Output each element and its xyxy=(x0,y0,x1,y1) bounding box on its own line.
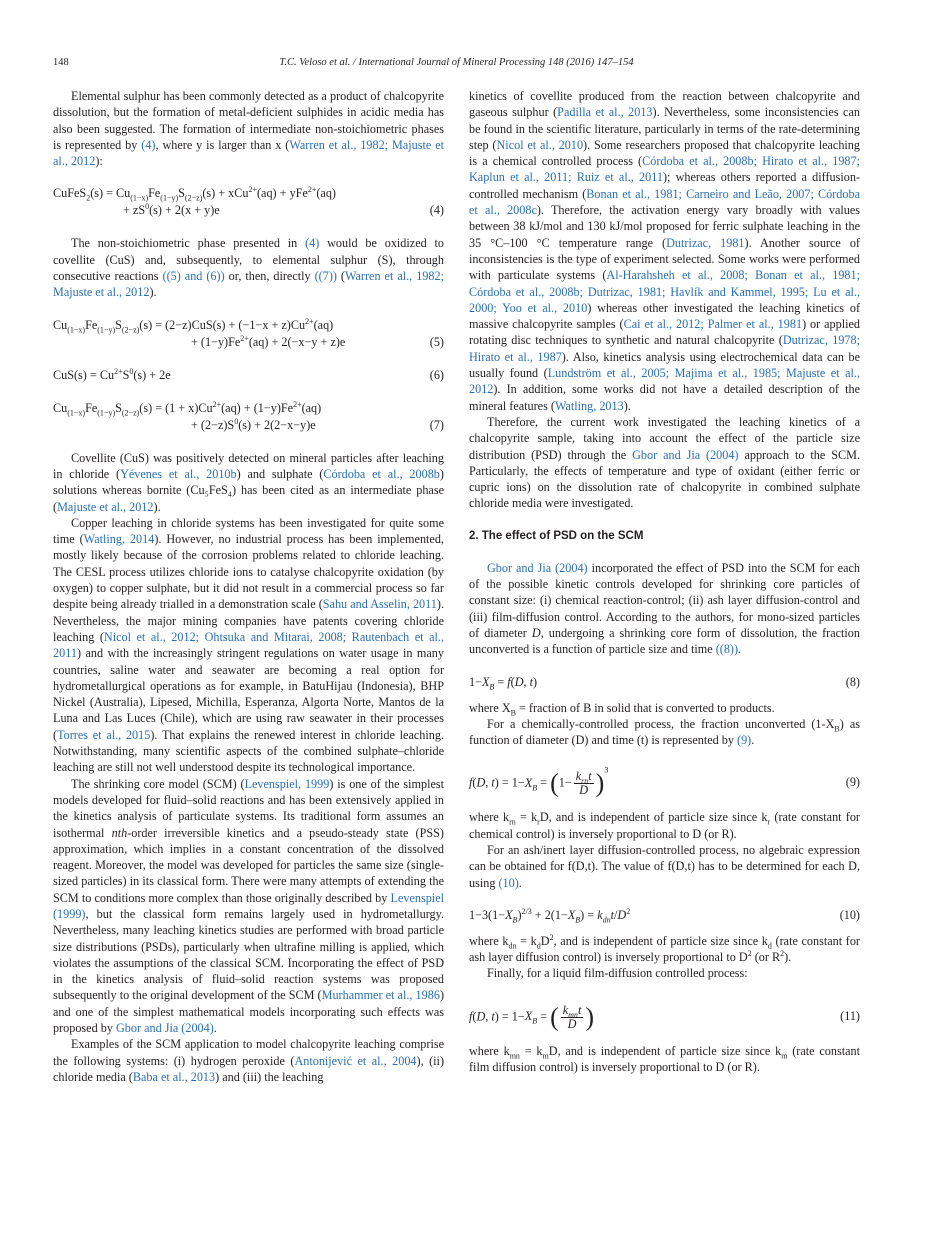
equation-9: f(D, $t) = 1-X_B = (1-$ $\frac{k_{rn}t}{D}$ )$^3$ (9) xyxy=(469,765,860,798)
equation-number: (7) xyxy=(429,417,444,432)
equation-link[interactable]: ((7)) xyxy=(314,269,337,284)
citation-link[interactable]: Torres et al., 2015 xyxy=(57,727,151,742)
citation-link[interactable]: Padilla et al., 2013 xyxy=(557,105,653,120)
citation-link[interactable]: Levenspiel (1999) xyxy=(53,890,444,921)
paragraph: For an ash/inert layer diffusion-controlled process, no algebraic expression can be obtained for f(D,t). The value of f(D,t) has to be determined for each D, using (10). xyxy=(469,842,860,890)
equation-number: (4) xyxy=(429,203,444,218)
equation-4: CuFeS$_2$(s) = $Cu_{(1-x)}Fe_{(1-y)}S_{(2-z)}(s) + xCu^{2+}(aq) + yFe^{2+}(aq)$ + $zS^0(s) + 2(x + y)e$ (4) xyxy=(53,185,444,218)
paragraph: For a chemically-controlled process, the fraction unconverted $(1-X_B)$ as function of diameter (D) and time (t) is represented by (9). xyxy=(469,716,860,748)
equation-11: f(D, $t) = 1-X_B$ = ( $\frac{k_{mn}t}{D}$ ) (11) xyxy=(469,1002,860,1032)
citation-link[interactable]: Gbor and Jia (2004) xyxy=(487,560,588,575)
equation-number: (6) xyxy=(429,367,444,382)
paragraph: where $X_B$ = fraction of B in solid that is converted to products. xyxy=(469,700,775,717)
citation-link[interactable]: Nicol et al., 2012; Ohtsuka and Mitarai, 2008; Rautenbach et al., 2011 xyxy=(53,629,444,661)
equation-link[interactable]: ((8)) xyxy=(715,642,739,657)
equation-number: (8) xyxy=(845,674,860,689)
equation-number: (5) xyxy=(429,334,444,349)
paragraph: Finally, for a liquid film-diffusion controlled process: xyxy=(487,966,748,981)
citation-link[interactable]: Warren et al., 1982; Majuste et al., 2012 xyxy=(53,269,444,300)
citation-link[interactable]: Watling, 2013 xyxy=(554,398,624,413)
paragraph: where $k_{dn} = k_dD^2$, and is independent of particle size since $k_d$ (rate constant for ash layer diffusion control) is inversely proportional to $D^2$ (or $R^2$). xyxy=(469,932,860,965)
citation-link[interactable]: Bonan et al., 1981; Carneiro and Leão, 2007; Córdoba et al., 2008c xyxy=(469,186,860,218)
paragraph: where $k_{mn} = k_mD$, and is independent of particle size since $k_m$ (rate constant film diffusion control) is inversely proportional to D (or R). xyxy=(469,1043,861,1075)
citation-link[interactable]: Murhammer et al., 1986 xyxy=(321,988,440,1003)
citation-link[interactable]: Levenspiel, 1999 xyxy=(244,776,330,791)
section-title: 2. The effect of PSD on the SCM xyxy=(469,529,644,542)
citation-link[interactable]: Cai et al., 2012; Palmer et al., 1981 xyxy=(623,317,803,332)
paragraph: Examples of the SCM application to model chalcopyrite leaching comprise the following systems: (i) hydrogen peroxide (Antonijević et al., 2004), (ii) chloride media (Baba et al., 2013) and (iii) the leaching xyxy=(53,1037,444,1084)
citation-link[interactable]: Gbor and Jia (2004) xyxy=(632,447,739,462)
citation-link[interactable]: Córdoba et al., 2008b; Hirato et al., 1987; Kaplun et al., 2011; Ruiz et al., 2011 xyxy=(469,154,860,185)
citation-link[interactable]: Antonijević et al., 2004 xyxy=(294,1053,417,1068)
paragraph: Gbor and Jia (2004) incorporated the effect of PSD into the SCM for each of the possible kinetic controls developed for shrinking core particles of constant size: (i) chemical reaction-control; (ii) ash layer diffusion-control and (iii) film-diffusion control. According to the authors, for mono-sized particles of diameter D, undergoing a shrinking core form of dissolution, the fraction unconverted is a function of particle size and time ((8)). xyxy=(469,560,860,657)
equation-number: (10) xyxy=(839,907,860,922)
equation-link[interactable]: (10) xyxy=(498,875,519,890)
citation-link[interactable]: Dutrizac, 1978; Hirato et al., 1987 xyxy=(469,333,860,364)
equation-8: $1-X_B = f(D$, t) (8) xyxy=(469,674,860,691)
paragraph: Copper leaching in chloride systems has been investigated for quite some time (Watling, 2014). However, no industrial process has been implemented, mostly likely because of the corrosion problems related to chloride leaching. The CESL process utilizes chloride ions to catalyse chalcopyrite oxidation (by oxygen) to copper sulphate, but it did not result in a commercial process so far despite being already trialled in a demonstration scale (Sahu and Asselin, 2011). Nevertheless, the major mining companies have patents covering chloride leaching (Nicol et al., 2012; Ohtsuka and Mitarai, 2008; Rautenbach et al., 2011) and with the increasingly stringent regulations on water usage in many countries, saline water and seawater are becoming a real option for hydrometallurgical operations as for example, in BatuHijau (Indonesia), BHP Nickel (Australia), Lipesed, Michilla, Esperanza, Algorta Norte, Mantos de la Luna and Las Luces (Chile), which are using raw seawater in their processes (Torres et al., 2015). That explains the renewed interest in chloride leaching. Notwithstanding, many scientific aspects of the combined sulphate–chloride leaching are still not well understood despite its technological importance. xyxy=(53,515,444,775)
equation-link[interactable]: ((5) and (6)) xyxy=(162,269,225,284)
citation-link[interactable]: Warren et al., 1982; Majuste et al., 2012 xyxy=(53,137,445,169)
citation-link[interactable]: Yévenes et al., 2010b xyxy=(120,466,237,481)
paragraph: Therefore, the current work investigated the leaching kinetics of a chalcopyrite sample, taking into account the effect of the particle size distribution (PSD) through the Gbor and Jia (2004) approach to the SCM. Particularly, the effects of temperature and type of oxidant (either ferric or cupric ions) on the dissolution rate of chalcopyrite in combined sulphate chloride media were investigated. xyxy=(469,414,860,511)
citation-link[interactable]: Sahu and Asselin, 2011 xyxy=(322,597,437,612)
page-header xyxy=(53,57,860,71)
page-number: 148 xyxy=(53,57,69,68)
citation-link[interactable]: Watling, 2014 xyxy=(83,532,155,547)
equation-number: (9) xyxy=(845,775,860,790)
paragraph: where $k_{rn} = k_rD$, and is independent of particle size since $k_r$ (rate constant for chemical control) is inversely proportional to D (or R). xyxy=(469,810,860,841)
citation-link[interactable]: Córdoba et al., 2008b xyxy=(323,466,440,481)
paragraph: The non-stoichiometric phase presented in (4) would be oxidized to covellite (CuS) and, subsequently, to elemental sulphur (S), through consecutive reactions ((5) and (6)) or, then, directly ((7)) (Warren et al., 1982; Majuste et al., 2012). xyxy=(53,236,444,300)
paragraph: Elemental sulphur has been commonly detected as a product of chalcopyrite dissolution, but the formation of metal-deficient sulphides in acidic media has also been suggested. The formation of intermediate non-stoichiometric phases is represented by (4), where y is larger than x (Warren et al., 1982; Majuste et al., 2012): xyxy=(53,89,445,169)
equation-10: $1-3(1-X_B)^{2/3} + 2(1-X_B) = k_{dn}t/D^2$ (10) xyxy=(469,906,860,925)
running-title: T.C. Veloso et al. / International Journal of Mineral Processing 148 (2016) 147–154 xyxy=(279,57,634,68)
citation-link[interactable]: Gbor and Jia (2004) xyxy=(115,1021,214,1036)
paragraph: Covellite (CuS) was positively detected on mineral particles after leaching in chloride (Yévenes et al., 2010b) and sulphate (Córdoba et al., 2008b) solutions whereas bornite (Cu₅FeS₄) has been cited as an intermediate phase (Majuste et al., 2012). xyxy=(53,450,444,514)
citation-link[interactable]: Baba et al., 2013 xyxy=(132,1069,216,1084)
equation-number: (11) xyxy=(840,1008,860,1023)
paragraph: kinetics of covellite produced from the reaction between chalcopyrite and gaseous sulphur (Padilla et al., 2013). Nevertheless, some inconsistencies can be found in the scientific literature, particularly in terms of the rate-determining step (Nicol et al., 2010). Some researchers proposed that chalcopyrite leaching is a chemical controlled process (Córdoba et al., 2008b; Hirato et al., 1987; Kaplun et al., 2011; Ruiz et al., 2011); whereas others reported a diffusion-controlled mechanism (Bonan et al., 1981; Carneiro and Leão, 2007; Córdoba et al., 2008c). Therefore, the activation energy vary broadly with values between 38 kJ/mol and 130 kJ/mol proposed for ferric sulphate leaching in the 35 °C–100 °C temperature range (Dutrizac, 1981). Another source of inconsistencies is the type of experiment selected. Some works were performed with particulate systems (Al-Harahsheh et al., 2008; Bonan et al., 1981; Córdoba et al., 2008b; Dutrizac, 1981; Havlík and Kammel, 1995; Lu et al., 2000; Yoo et al., 2010) whereas other investigated the leaching kinetics of massive chalcopyrite samples (Cai et al., 2012; Palmer et al., 1981) or applied rotating disc techniques to synthetic and natural chalcopyrite (Dutrizac, 1978; Hirato et al., 1987). Also, kinetics analysis using electrochemical data can be usually found (Lundström et al., 2005; Majima et al., 1985; Majuste et al., 2012). In addition, some works did not have a detailed description of the mineral features (Watling, 2013). xyxy=(469,89,860,413)
equation-6: $CuS(s) = Cu^{2+}S^0(s) + 2e$ (6) xyxy=(53,366,444,382)
citation-link[interactable]: Majuste et al., 2012 xyxy=(57,499,154,514)
paragraph: The shrinking core model (SCM) (Levenspiel, 1999) is one of the simplest models developed for fluid–solid reactions and has been extensively applied in the kinetics analysis of particulate systems. Its traditional form assumes an isothermal nth-order irreversible kinetics and a pseudo-steady state (PSS) approximation, which implies in a constant concentration of the dissolved reagent. Moreover, the model was developed for particles the same size (single-sized particles) in its classical form. There were many attempts of extending the SCM to conditions more complex than those originally described by Levenspiel (1999), but the classical form remains largely used in hydrometallurgy. Nevertheless, many leaching kinetics studies are performed with broad particle size distributions (PSDs), particularly when ultrafine milling is applied, which violates the assumptions of the classical SCM. Incorporating the effect of PSD in the kinetics analysis of fluid–solid reaction systems was proposed subsequently to the original development of the SCM (Murhammer et al., 1986) and one of the simplest mathematical models incorporating such effects was proposed by Gbor and Jia (2004). xyxy=(53,776,445,1036)
citation-link[interactable]: Al-Harahsheh et al., 2008; Bonan et al., 1981; Córdoba et al., 2008b; Dutrizac, 1981; Havlík and Kammel, 1995; Lu et al., 2000; Yoo et al., 2010 xyxy=(469,268,860,315)
citation-link[interactable]: Nicol et al., 2010 xyxy=(496,137,584,152)
equation-link[interactable]: (4) xyxy=(141,137,156,152)
equation-5: $Cu_{(1-x)}Fe_{(1-y)}S_{(2-z)}(s) = (2-z)CuS(s) + (-1-x + z)Cu^{2+}(aq)$ + $(1-y)Fe^{2+}(aq) + 2(-x-y + z)e$ (5) xyxy=(53,316,444,349)
equation-link[interactable]: (9) xyxy=(737,733,752,748)
equation-7: $Cu_{(1-x)}Fe_{(1-y)}S_{(2-z)}(s) = (1 + x)Cu^{2+}(aq) + (1-y)Fe^{2+}(aq)$ + $(2-z)S^0(s) + 2(2-x-y)e$ (7) xyxy=(53,399,444,432)
left-column xyxy=(53,88,444,1085)
citation-link[interactable]: Dutrizac, 1981 xyxy=(666,235,745,250)
equation-link[interactable]: (4) xyxy=(305,236,320,251)
citation-link[interactable]: Lundström et al., 2005; Majima et al., 1985; Majuste et al., 2012 xyxy=(469,366,860,397)
right-column xyxy=(469,88,860,1075)
